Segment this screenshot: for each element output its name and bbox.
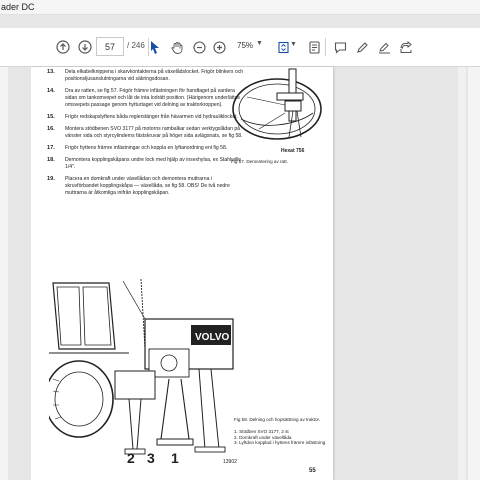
fig58-tractor-drawing xyxy=(49,279,239,464)
fig58-brand: VOLVO xyxy=(195,332,230,343)
fig58-caption: Fig 58. Delning och hopsättning av traktor. xyxy=(234,417,321,422)
right-panel xyxy=(468,67,480,480)
list-item: 14. Dra av ratten, se fig 57. Frigör främre infästningen för handtaget på vardera sidan om tankomvepet och låt de inta lodrätt position. (Härigenom underlättas omsvepets passage genom hytturtaget vid delning av traktorkroppen). xyxy=(47,88,240,108)
pen-icon[interactable] xyxy=(351,36,373,58)
fig58-callout-3: 3 xyxy=(147,450,155,464)
list-item: 18. Demontera kopplingskåpans undre lock med hjälp av insexhylsa, ex Stahlwille 1/4". xyxy=(47,157,242,170)
pointer-icon[interactable] xyxy=(144,36,166,58)
list-item: 3. Lyftdon kopplad i hyttens främre infästning xyxy=(234,440,326,446)
page-number-input[interactable] xyxy=(96,37,124,56)
list-item: 1. Stödben SVO 3177, 2 st xyxy=(234,429,289,434)
fig58-callout-2: 2 xyxy=(127,450,135,464)
arrow-up-circle-icon[interactable] xyxy=(52,36,74,58)
vertical-scrollbar[interactable] xyxy=(458,67,466,480)
zoom-in-icon[interactable] xyxy=(208,36,230,58)
list-item: 16. Montera stödbenen SVO 3177 på motorns rambalkar sedan verktygslådan på vänster sida och styrcylinderns fästskruvar på höger sida avlägsnats, se fig 58. xyxy=(47,126,243,139)
pdf-page xyxy=(31,67,333,480)
list-item: 2. Domkraft under växellåda xyxy=(234,434,292,440)
fig57-stamp: Hexat 756 xyxy=(281,148,305,154)
pdf-toolbar xyxy=(0,28,480,67)
left-panel xyxy=(0,67,8,480)
window-titlebar xyxy=(0,0,480,15)
fig58-callout-1: 1 xyxy=(171,450,179,464)
fig57-steering-wheel-drawing xyxy=(227,67,331,157)
share-icon[interactable] xyxy=(395,36,417,58)
page-number: 55 xyxy=(309,468,316,474)
zoom-level[interactable]: 75% xyxy=(237,41,254,50)
list-item: 17. Frigör hyttens främre infästningar och koppla en lyftanordning enl fig 58. xyxy=(47,145,228,151)
page-total: / 246 xyxy=(127,41,145,50)
instruction-steps xyxy=(47,69,247,202)
window-title: ader DC xyxy=(1,2,35,12)
fill-sign-icon[interactable] xyxy=(373,36,395,58)
hand-icon[interactable] xyxy=(166,36,188,58)
list-item: 15. Frigör redskapslyftens båda reglerstänger från hävarmen vid hydrauliklocket. xyxy=(47,114,238,120)
toolbar-divider xyxy=(325,38,326,56)
scroll-mode-icon[interactable] xyxy=(303,36,325,58)
list-item: 19. Placera en domkraft under växellådan och demontera muttrarna i skruvförbandet kopplingskåpa — växellåda, se fig 58. OBS! De två nedre muttrarna är åtkomliga inifrån kopplingskåpan. xyxy=(47,176,230,196)
arrow-down-circle-icon[interactable] xyxy=(74,36,96,58)
comment-icon[interactable] xyxy=(329,36,351,58)
fig57-caption: Fig 57. Demontering av ratt. xyxy=(231,159,288,164)
zoom-out-icon[interactable] xyxy=(188,36,210,58)
list-item: 13. Dela elkabelknippena i skarvkontakterna på växelådslocket. Frigör blinkers och positionsljusanslutningarna vid säkringsdosan. xyxy=(47,69,244,82)
fig58-legend xyxy=(234,429,326,446)
chevron-down-icon[interactable]: ▼ xyxy=(256,40,263,47)
fig58-plate-code: 13902 xyxy=(223,459,237,464)
chevron-down-icon[interactable]: ▼ xyxy=(290,41,297,48)
